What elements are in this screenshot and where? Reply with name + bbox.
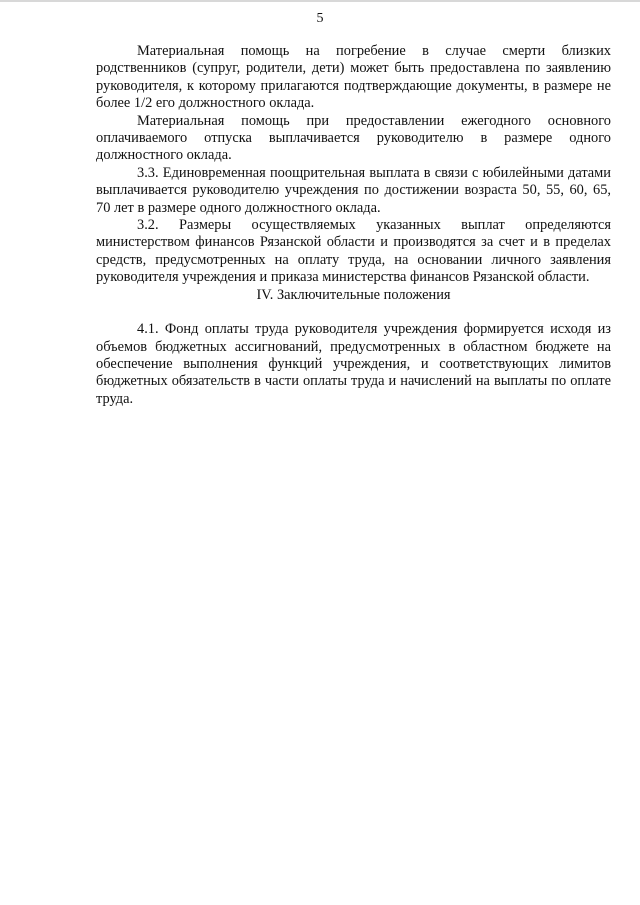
top-edge-line xyxy=(0,0,640,2)
paragraph-funeral-aid: Материальная помощь на погребение в случае смерти близких родственников (супруг, родители, дети) может быть предоставлена по заявлению руководителя, к которому прилагаются подтверждающие документы, в размере не более 1/2 его должностного оклада. xyxy=(96,43,611,112)
section-heading: IV. Заключительные положения xyxy=(256,286,451,303)
paragraph-3-3-anniversary-payment: 3.3. Единовременная поощрительная выплата в связи с юбилейными датами выплачивается руководителю учреждения по достижении возраста 50, 55, 60, 65, 70 лет в размере одного должностного оклада. xyxy=(96,164,611,216)
paragraph-vacation-aid: Материальная помощь при предоставлении ежегодного основного оплачиваемого отпуска выплачивается руководителю в размере одного должностного оклада. xyxy=(96,112,611,164)
paragraph-4-1-payroll-fund: 4.1. Фонд оплаты труда руководителя учреждения формируется исходя из объемов бюджетных ассигнований, предусмотренных в областном бюджете на обеспечение выполнения функций учреждения, и соответствующих лимитов бюджетных обязательств в части оплаты труда и начислений на выплаты по оплате труда. xyxy=(96,321,611,407)
paragraph-3-2-payment-amounts: 3.2. Размеры осуществляемых указанных выплат определяются министерством финансов Рязанской области и производятся за счет и в пределах средств, предусмотренных на оплату труда, на основании личного заявления руководителя учреждения и приказа министерства финансов Рязанской области. xyxy=(96,217,611,286)
document-body xyxy=(96,43,611,408)
page-number: 5 xyxy=(316,11,324,26)
